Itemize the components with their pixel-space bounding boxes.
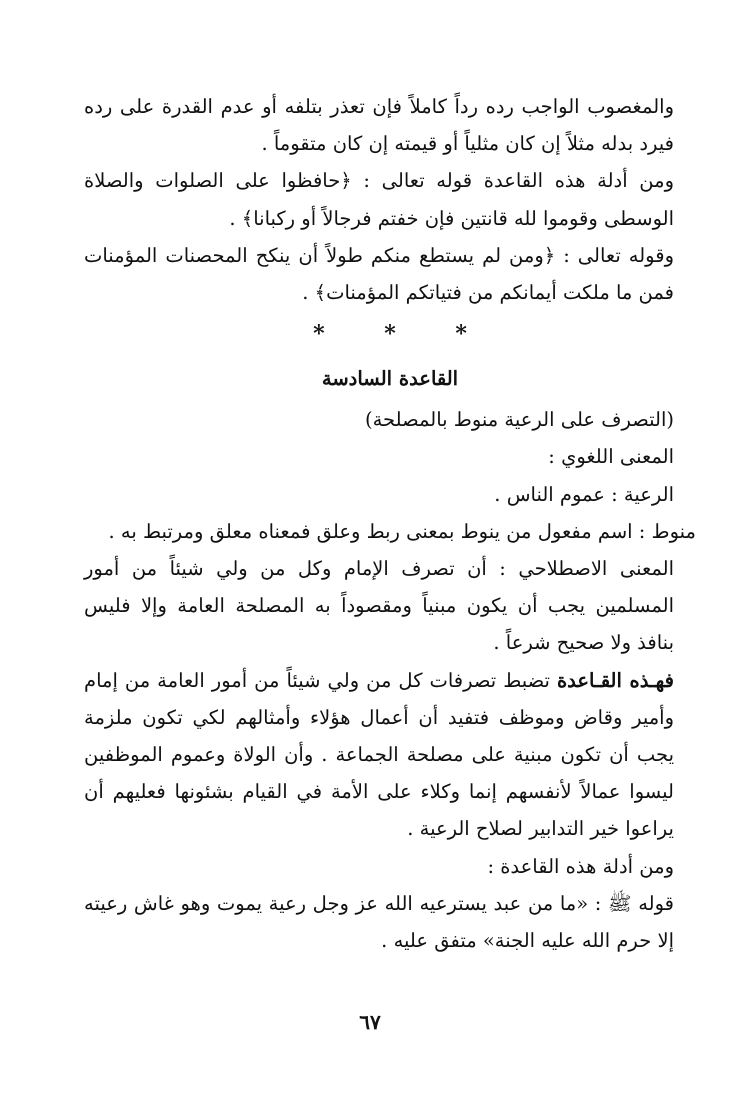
manut-definition: منوط : اسم مفعول من ينوط بمعنى ربط وعلق فمعناه معلق ومرتبط به .: [108, 519, 696, 543]
rule-explanation: [84, 662, 696, 848]
technical-meaning: المعنى الاصطلاحي : أن تصرف الإمام وكل من ولي شيئاً من أمور المسلمين يجب أن يكون مبنياً ومقصوداً به المصلحة العامة وإلا فليس بنافذ ولا صحيح شرعاً .: [84, 557, 674, 655]
section-title: القاعدة السادسة: [321, 367, 459, 391]
page-number: ٦٧: [359, 1010, 381, 1034]
explanation-text: تضبط تصرفات كل من ولي شيئاً من أمور العامة من إمام وأمير وقاض وموظف فتفيد أن أعمال هؤلاء وأمثالهم لكي تكون ملزمة يجب أن تكون مبنية على مصلحة الجماعة . وأن الولاة وعموم الموظفين ليسوا عمالاً لأنفسهم إنما وكلاء على الأمة في القيام بشئونها فعليهم أن يراعوا خير التدابير لصلاح الرعية .: [84, 668, 674, 841]
paragraph-maghsub: والمغصوب الواجب رده رداً كاملاً فإن تعذر بتلفه أو عدم القدرة على رده فيرد بدله مثلاً إن كان مثلياً أو قيمته إن كان متقوماً .: [84, 95, 674, 156]
evidence-label: ومن أدلة هذه القاعدة :: [487, 854, 674, 878]
raiyya-definition: الرعية : عموم الناس .: [494, 482, 674, 506]
section-separator: * * *: [313, 321, 493, 348]
hadith-evidence: قوله ﷺ : «ما من عبد يسترعيه الله عز وجل رعية يموت وهو غاش رعيته إلا حرم الله عليه الجنة» متفق عليه .: [84, 891, 674, 953]
paragraph-evidence-salat: ومن أدلة هذه القاعدة قوله تعالى : ﴿حافظوا على الصلوات والصلاة الوسطى وقوموا لله قانتين فإن خفتم فرجالاً أو ركبانا﴾ .: [84, 169, 674, 230]
rule-statement: (التصرف على الرعية منوط بالمصلحة): [364, 408, 674, 432]
explanation-lead: فهـذه القـاعدة: [556, 668, 674, 692]
page-body: [84, 88, 696, 959]
paragraph-evidence-nikah: وقوله تعالى : ﴿ومن لم يستطع منكم طولاً أن ينكح المحصنات المؤمنات فمن ما ملكت أيمانكم من فتياتكم المؤمنات﴾ .: [84, 243, 674, 305]
lexical-meaning-label: المعنى اللغوي :: [548, 445, 674, 469]
